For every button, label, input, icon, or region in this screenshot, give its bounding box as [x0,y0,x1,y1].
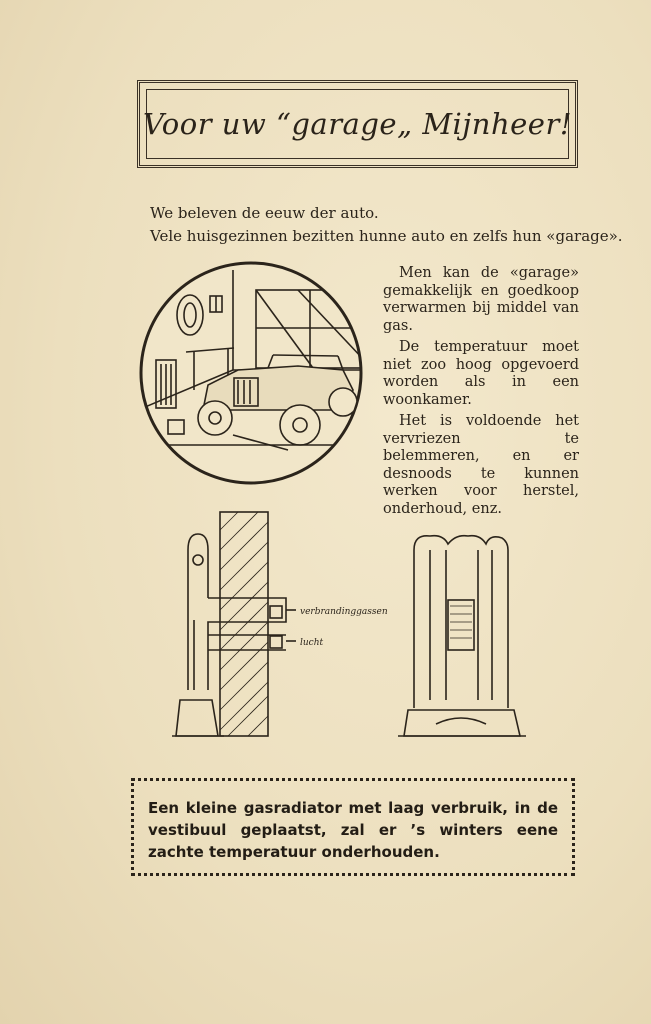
garage-car-illustration [138,260,364,486]
radiator-diagrams [168,510,538,740]
title-frame [137,80,578,168]
label-air: lucht [300,638,324,648]
side-paragraph-1: Men kan de «garage» gemakkelijk en goedkoop verwarmen bij middel van gas. [383,265,579,334]
side-paragraph-2: De temperatuur moet niet zoo hoog opgevoerd worden als in een woonkamer. [383,339,579,408]
intro-line-2: Vele huisgezinnen bezitten hunne auto en zelfs hun «garage». [150,227,623,245]
intro-line-1: We beleven de eeuw der auto. [150,204,379,222]
side-text-column [383,265,579,522]
intro-text [150,202,623,248]
label-exhaust: verbrandinggassen [300,607,388,617]
side-paragraph-3: Het is voldoende het vervriezen te belemmeren, en er desnoods te kunnen werken voor herstel, onderhoud, enz. [383,413,579,517]
caption-frame [131,778,575,876]
page-title: Voor uw “garage„ Mijnheer! [143,107,572,141]
caption-text: Een kleine gasradiator met laag verbruik, in de vestibuul geplaatst, zal er ’s winters eene zachte temperatuur onderhouden. [148,799,558,861]
